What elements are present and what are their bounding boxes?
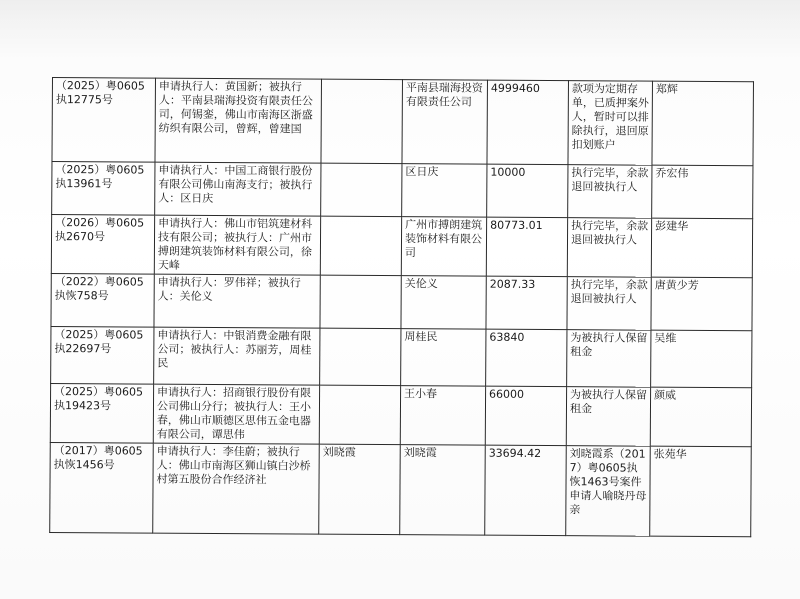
judge-cell: 郑辉 — [652, 81, 754, 166]
blank-cell — [320, 328, 401, 385]
payee-cell: 刘晓霞 — [400, 445, 486, 536]
blank-cell — [319, 385, 400, 444]
parties-cell: 申请执行人：李佳蔚；被执行人：佛山市南海区狮山镇白沙桥村第五股份合作经济社 — [153, 443, 320, 534]
case-ledger-table — [49, 77, 754, 537]
reason-cell: 款项为定期存单，已质押案外人，暂时可以排除执行，退回原扣划账户 — [568, 81, 653, 166]
reason-cell: 执行完毕，余款退回被执行人 — [567, 277, 651, 331]
reason-cell: 执行完毕，余款退回被执行人 — [568, 165, 652, 219]
parties-cell: 申请执行人：中银消费金融有限公司；被执行人：苏丽芳，周桂民 — [154, 327, 320, 385]
case-number-cell: （2025）粤0605执19423号 — [50, 383, 153, 443]
payee-cell: 关伦义 — [401, 276, 486, 330]
blank-cell — [321, 163, 402, 216]
parties-cell: 申请执行人：黄国新；被执行人：平南县瑞海投资有限责任公司，何锡銮，佛山市南海区浙盛纺织有限公司，曾辉，曾建国 — [155, 78, 322, 163]
payee-cell: 周桂民 — [401, 329, 486, 387]
blank-cell — [320, 275, 401, 328]
table-row — [52, 78, 754, 166]
table-row — [51, 273, 752, 330]
judge-cell: 颜威 — [650, 387, 751, 447]
amount-cell: 33694.42 — [485, 445, 567, 535]
amount-cell: 66000 — [485, 386, 566, 445]
payee-cell: 王小春 — [400, 386, 485, 446]
reason-cell: 为被执行人保留租金 — [567, 330, 651, 388]
parties-cell: 申请执行人：中国工商银行股份有限公司佛山南海支行；被执行人：区日庆 — [155, 162, 321, 216]
parties-cell: 申请执行人：佛山市铝筑建材科技有限公司；被执行人：广州市搏朗建筑装饰材料有限公司，徐天峰 — [154, 215, 320, 275]
amount-cell: 2087.33 — [486, 276, 567, 329]
blank-cell: 刘晓霞 — [319, 444, 401, 534]
parties-cell: 申请执行人：招商银行股份有限公司佛山分行；被执行人：王小春，佛山市顺德区思伟五金电器有限公司，谭思伟 — [153, 384, 319, 444]
table-row — [52, 162, 753, 219]
payee-cell: 广州市搏朗建筑装饰材料有限公司 — [401, 217, 486, 277]
blank-cell — [321, 79, 403, 163]
case-number-cell: （2022）粤0605执恢758号 — [51, 273, 154, 327]
case-number-cell: （2025）粤0605执12775号 — [52, 78, 156, 163]
table-row — [50, 442, 752, 536]
amount-cell: 63840 — [486, 329, 567, 386]
reason-cell: 执行完毕，余款退回被执行人 — [567, 218, 651, 278]
judge-cell: 张苑华 — [650, 446, 752, 537]
judge-cell: 乔宏伟 — [652, 165, 753, 219]
amount-cell: 4999460 — [487, 80, 569, 164]
judge-cell: 吴维 — [651, 330, 752, 388]
payee-cell: 平南县瑞海投资有限责任公司 — [402, 80, 488, 165]
case-number-cell: （2025）粤0605执22697号 — [51, 326, 154, 384]
blank-cell — [320, 216, 401, 275]
case-number-cell: （2025）粤0605执13961号 — [52, 162, 155, 216]
page-shadow — [0, 0, 800, 60]
amount-cell: 10000 — [487, 164, 568, 217]
table-row — [50, 383, 751, 446]
table-row — [51, 215, 752, 278]
case-number-cell: （2026）粤0605执2670号 — [51, 215, 154, 275]
judge-cell: 彭建华 — [651, 218, 752, 278]
case-number-cell: （2017）粤0605执恢1456号 — [50, 442, 154, 533]
judge-cell: 唐黄少芳 — [651, 277, 752, 331]
table-row — [51, 326, 752, 387]
amount-cell: 80773.01 — [486, 217, 567, 276]
reason-cell: 为被执行人保留租金 — [566, 387, 650, 447]
payee-cell: 区日庆 — [402, 164, 487, 218]
reason-cell: 刘晓霞系（2017）粤0605执恢1463号案件申请人喻晓丹母亲 — [566, 446, 651, 537]
parties-cell: 申请执行人：罗伟祥；被执行人：关伦义 — [154, 274, 320, 328]
